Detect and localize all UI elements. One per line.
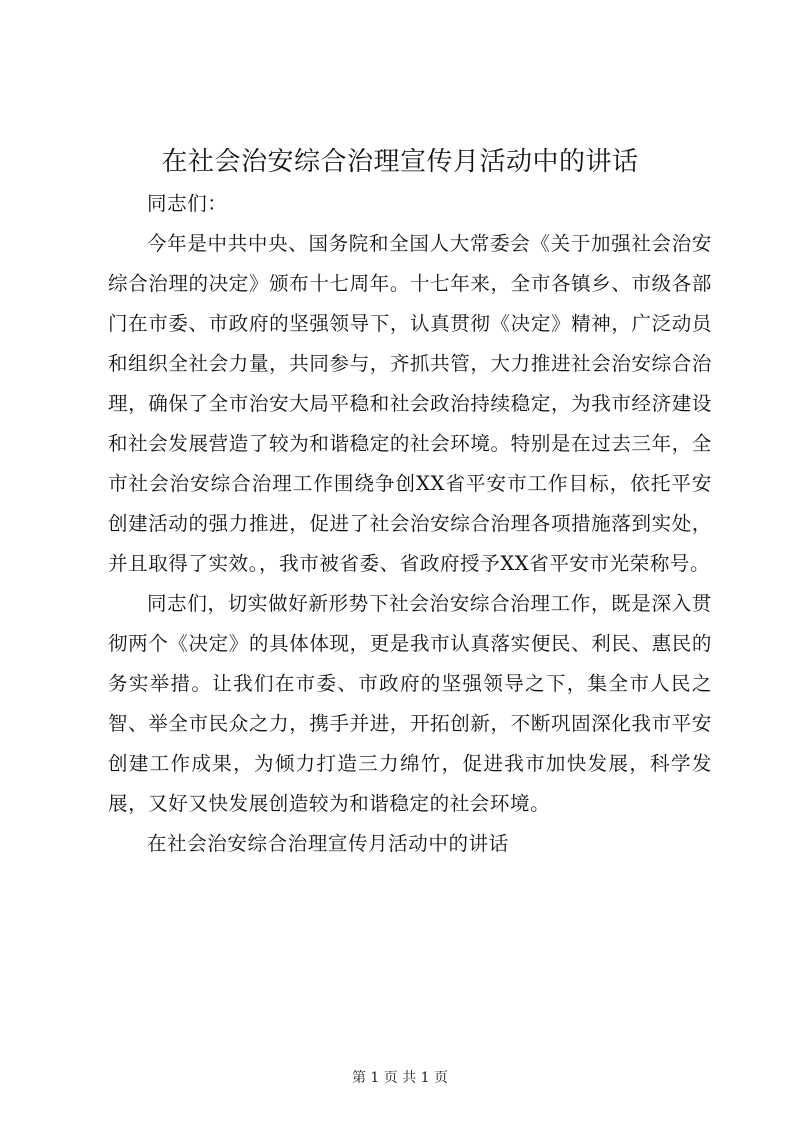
closing-line: 在社会治安综合治理宣传月活动中的讲话 — [147, 832, 509, 855]
paragraph-2: 同志们，切实做好新形势下社会治安综合治理工作，既是深入贯彻两个《决定》的具体体现，更是我市认真落实便民、利民、惠民的务实举措。让我们在市委、市政府的坚强领导之下，集全市人民之智、举全市民众之力，携手并进，开拓创新，不断巩固深化我市平安创建工作成果，为倾力打造三力绵竹，促进我市加快发展，科学发展，又好又快发展创造较为和谐稳定的社会环境。 — [108, 592, 712, 815]
document-title: 在社会治安综合治理宣传月活动中的讲话 — [161, 147, 639, 177]
document-body — [108, 184, 712, 864]
salutation: 同志们： — [147, 192, 228, 215]
page-footer: 第 1 页 共 1 页 — [351, 1070, 449, 1086]
paragraph-1: 今年是中共中央、国务院和全国人大常委会《关于加强社会治安综合治理的决定》颁布十七周年。十七年来，全市各镇乡、市级各部门在市委、市政府的坚强领导下，认真贯彻《决定》精神，广泛动员和组织全社会力量，共同参与，齐抓共管，大力推进社会治安综合治理，确保了全市治安大局平稳和社会政治持续稳定，为我市经济建设和社会发展营造了较为和谐稳定的社会环境。特别是在过去三年，全市社会治安综合治理工作围绕争创XX省平安市工作目标，依托平安创建活动的强力推进，促进了社会治安综合治理各项措施落到实处，并且取得了实效。，我市被省委、省政府授予XX省平安市光荣称号。 — [108, 232, 712, 575]
